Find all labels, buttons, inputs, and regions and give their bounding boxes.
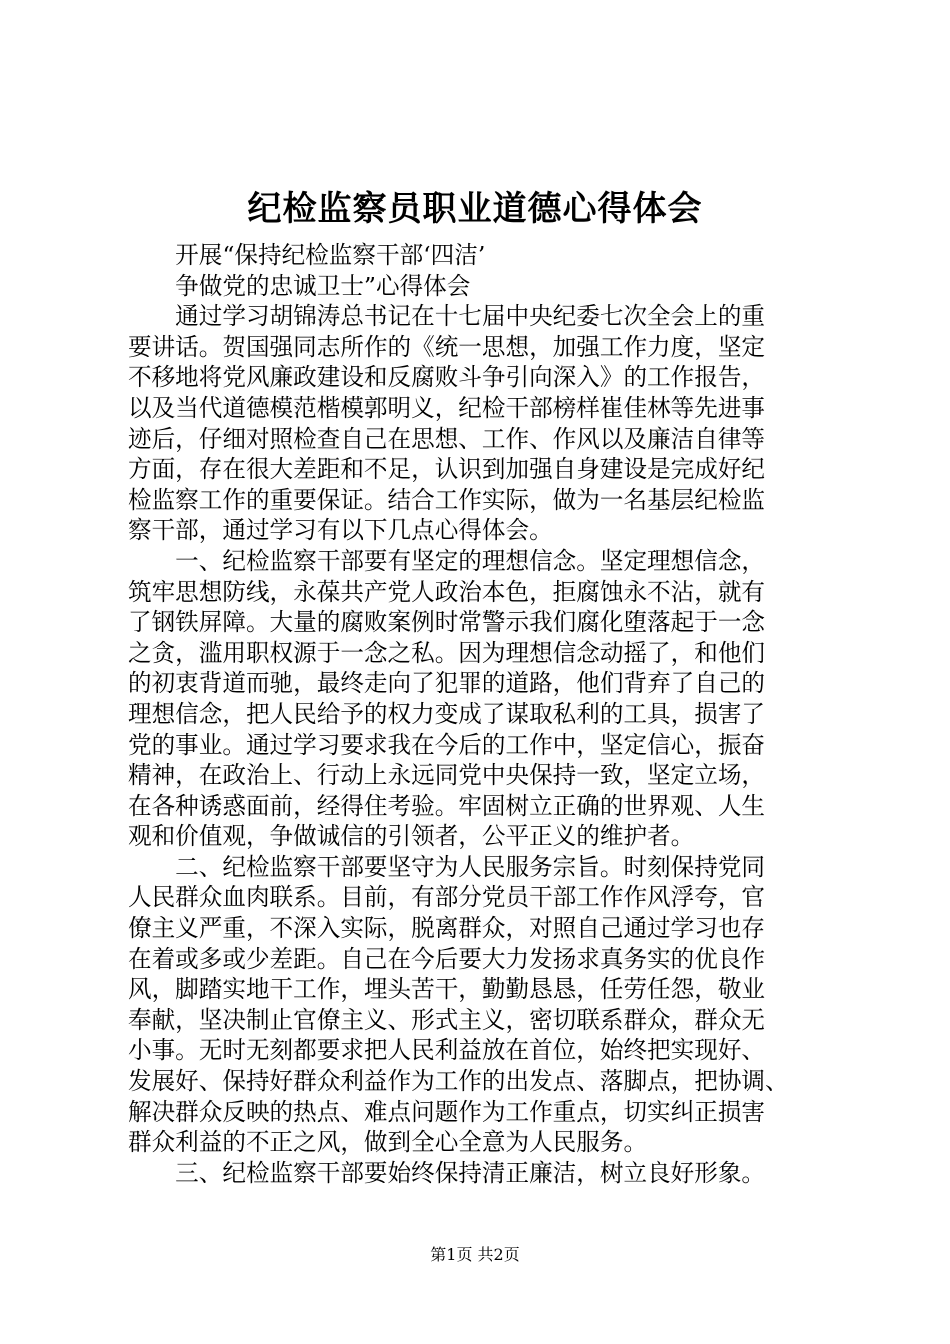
text-line: 检监察工作的重要保证。结合工作实际，做为一名基层纪检监: [128, 485, 766, 514]
text-line: 之贪，滥用职权源于一念之私。因为理想信念动摇了，和他们: [128, 638, 766, 667]
text-line: 的初衷背道而驰，最终走向了犯罪的道路，他们背弃了自己的: [128, 669, 766, 698]
text-line: 理想信念，把人民给予的权力变成了谋取私利的工具，损害了: [128, 699, 766, 728]
document-title: 纪检监察员职业道德心得体会: [247, 189, 703, 229]
text-line: 发展好、保持好群众利益作为工作的出发点、落脚点，把协调、: [128, 1067, 789, 1096]
text-line: 察干部，通过学习有以下几点心得体会。: [128, 516, 553, 545]
text-line: 通过学习胡锦涛总书记在十七届中央纪委七次全会上的重: [128, 302, 766, 331]
text-line: 方面，存在很大差距和不足，认识到加强自身建设是完成好纪: [128, 455, 766, 484]
document-body: [128, 240, 828, 1188]
text-line: 了钢铁屏障。大量的腐败案例时常警示我们腐化堕落起于一念: [128, 608, 766, 637]
text-line: 争做党的忠诚卫士”心得体会: [128, 271, 471, 300]
page-footer: 第1页 共2页: [430, 1245, 520, 1264]
text-line: 在着或多或少差距。自己在今后要大力发扬求真务实的优良作: [128, 944, 766, 973]
text-line: 党的事业。通过学习要求我在今后的工作中，坚定信心，振奋: [128, 730, 766, 759]
text-line: 僚主义严重，不深入实际，脱离群众，对照自己通过学习也存: [128, 914, 766, 943]
text-line: 观和价值观，争做诚信的引领者，公平正义的维护者。: [128, 822, 695, 851]
text-line: 三、纪检监察干部要始终保持清正廉洁，树立良好形象。: [128, 1158, 766, 1187]
text-line: 精神，在政治上、行动上永远同党中央保持一致，坚定立场，: [128, 761, 766, 790]
text-line: 迹后，仔细对照检查自己在思想、工作、作风以及廉洁自律等: [128, 424, 766, 453]
text-line: 群众利益的不正之风，做到全心全意为人民服务。: [128, 1128, 648, 1157]
text-line: 小事。无时无刻都要求把人民利益放在首位，始终把实现好、: [128, 1036, 766, 1065]
text-line: 不移地将党风廉政建设和反腐败斗争引向深入》的工作报告，: [128, 363, 766, 392]
text-line: 风，脚踏实地干工作，埋头苦干，勤勤恳恳，任劳任怨，敬业: [128, 975, 766, 1004]
text-line: 奉献，坚决制止官僚主义、形式主义，密切联系群众，群众无: [128, 1005, 766, 1034]
text-line: 二、纪检监察干部要坚守为人民服务宗旨。时刻保持党同: [128, 852, 766, 881]
text-line: 开展“保持纪检监察干部‘四洁’: [128, 241, 486, 269]
text-line: 在各种诱惑面前，经得住考验。牢固树立正确的世界观、人生: [128, 791, 766, 820]
text-line: 一、纪检监察干部要有坚定的理想信念。坚定理想信念，: [128, 546, 766, 575]
text-line: 解决群众反映的热点、难点问题作为工作重点，切实纠正损害: [128, 1097, 766, 1126]
text-line: 要讲话。贺国强同志所作的《统一思想，加强工作力度，坚定: [128, 332, 766, 361]
text-line: 筑牢思想防线，永葆共产党人政治本色，拒腐蚀永不沾，就有: [128, 577, 766, 606]
text-line: 人民群众血肉联系。目前，有部分党员干部工作作风浮夸，官: [128, 883, 766, 912]
text-line: 以及当代道德模范楷模郭明义，纪检干部榜样崔佳林等先进事: [128, 393, 766, 422]
